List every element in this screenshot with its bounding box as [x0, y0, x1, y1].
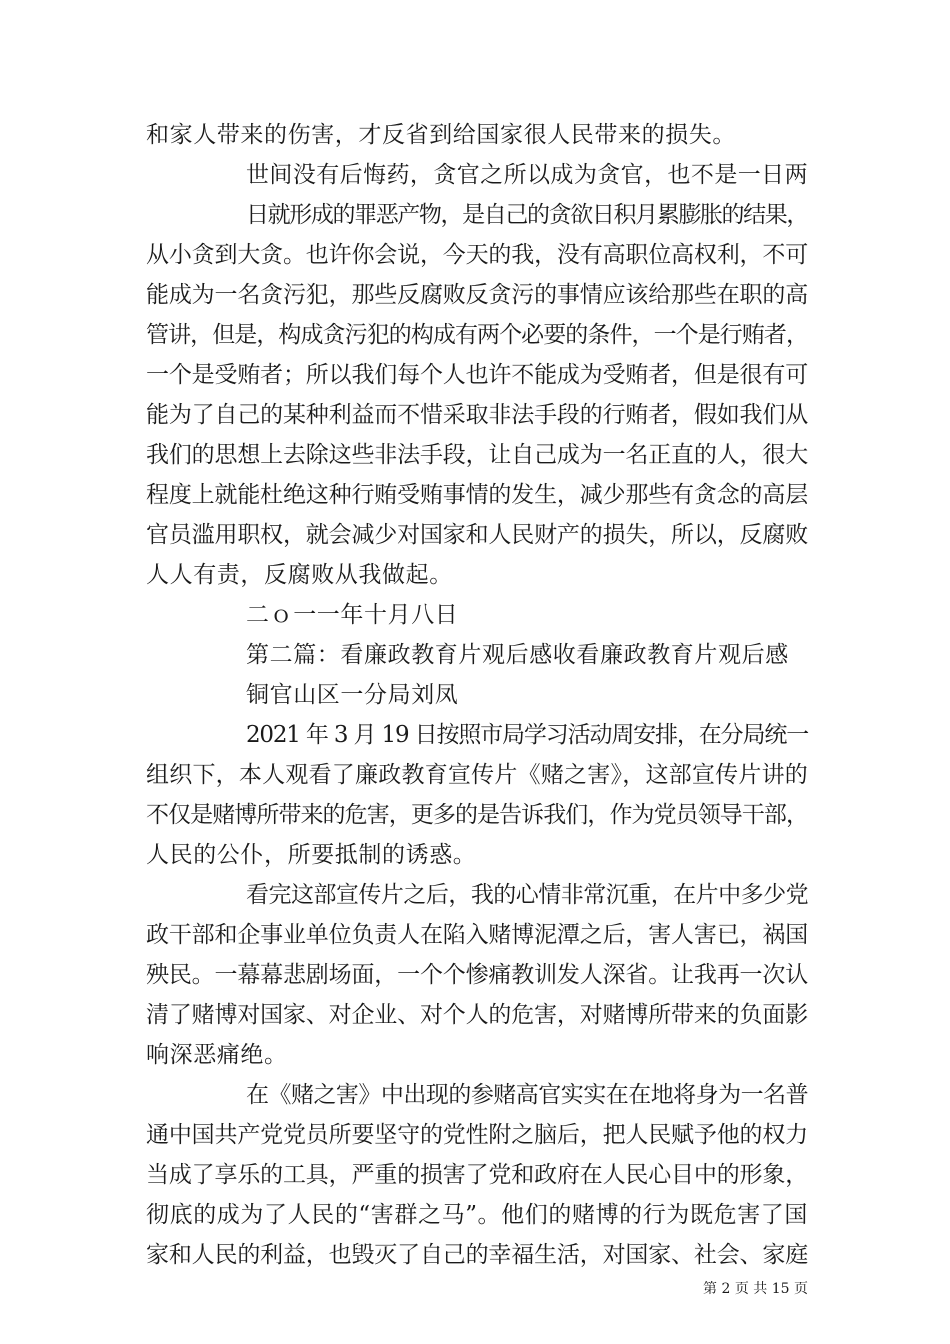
- page-number: 第 2 页 共 15 页: [703, 1281, 808, 1297]
- text-line: 殃民。一幕幕悲剧场面，一个个惨痛教训发人深省。让我再一次认: [146, 962, 808, 988]
- text-line: 我们的思想上去除这些非法手段，让自己成为一名正直的人，很大: [146, 442, 808, 468]
- text-line: 2021 年 3 月 19 日按照市局学习活动周安排，在分局统一: [246, 722, 808, 748]
- text-line: 组织下，本人观看了廉政教育宣传片《赌之害》，这部宣传片讲的: [146, 762, 808, 788]
- text-line: 家和人民的利益，也毁灭了自己的幸福生活，对国家、社会、家庭: [146, 1242, 808, 1268]
- text-line: 响深恶痛绝。: [146, 1042, 288, 1068]
- text-line: 官员滥用职权，就会减少对国家和人民财产的损失，所以，反腐败: [146, 522, 808, 548]
- author-line: 铜官山区一分局刘凤: [246, 682, 459, 708]
- text-line: 人民的公仆，所要抵制的诱惑。: [146, 842, 477, 868]
- text-line: 日就形成的罪恶产物，是自己的贪欲日积月累膨胀的结果，: [246, 202, 808, 228]
- text-line: 政干部和企事业单位负责人在陷入赌博泥潭之后，害人害已，祸国: [146, 922, 808, 948]
- text-line: 不仅是赌博所带来的危害，更多的是告诉我们，作为党员领导干部，: [146, 802, 808, 828]
- text-line: 管讲，但是，构成贪污犯的构成有两个必要的条件，一个是行贿者，: [146, 322, 808, 348]
- text-line: 通中国共产党党员所要坚守的党性附之脑后，把人民赋予他的权力: [146, 1122, 808, 1148]
- text-line: 能成为一名贪污犯，那些反腐败反贪污的事情应该给那些在职的高: [146, 282, 808, 308]
- text-line: 从小贪到大贪。也许你会说，今天的我，没有高职位高权利，不可: [146, 242, 808, 268]
- text-line: 清了赌博对国家、对企业、对个人的危害，对赌博所带来的负面影: [146, 1002, 808, 1028]
- text-line: 彻底的成为了人民的“害群之马”。他们的赌博的行为既危害了国: [146, 1202, 808, 1228]
- text-line: 程度上就能杜绝这种行贿受贿事情的发生，减少那些有贪念的高层: [146, 482, 808, 508]
- text-line: 一个是受贿者；所以我们每个人也许不能成为受贿者，但是很有可: [146, 362, 808, 388]
- text-line: 看完这部宣传片之后，我的心情非常沉重，在片中多少党: [246, 882, 808, 908]
- date-line: 二ｏ一一年十月八日: [246, 602, 459, 628]
- text-line: 世间没有后悔药，贪官之所以成为贪官，也不是一日两: [246, 162, 808, 188]
- text-line: 当成了享乐的工具，严重的损害了党和政府在人民心目中的形象，: [146, 1162, 808, 1188]
- text-line: 人人有责，反腐败从我做起。: [146, 562, 453, 588]
- text-line: 和家人带来的伤害，才反省到给国家很人民带来的损失。: [146, 122, 736, 148]
- section-title: 第二篇：看廉政教育片观后感收看廉政教育片观后感: [246, 642, 789, 668]
- text-line: 能为了自己的某种利益而不惜采取非法手段的行贿者，假如我们从: [146, 402, 808, 428]
- text-line: 在《赌之害》中出现的参赌高官实实在在地将身为一名普: [246, 1082, 808, 1108]
